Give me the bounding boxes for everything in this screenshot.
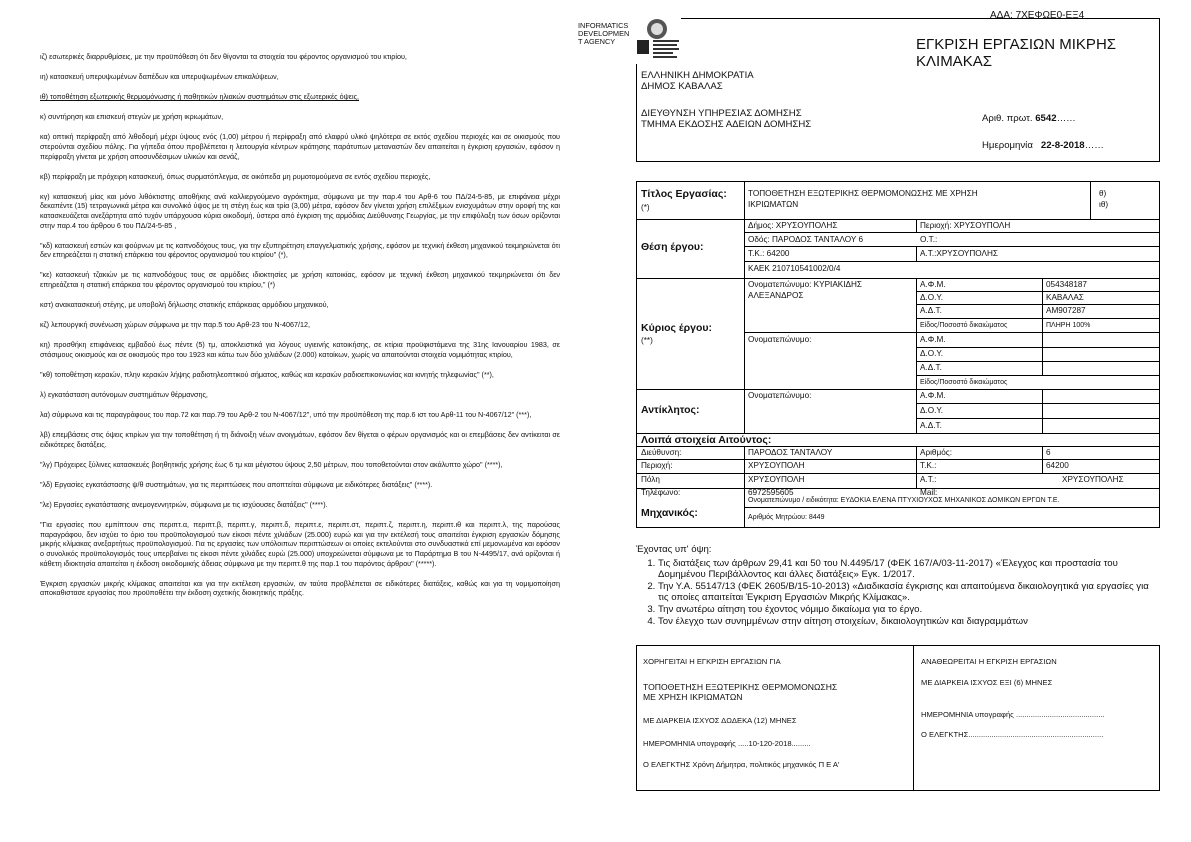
clause-kh: κη) προσθήκη επιφάνειας εμβαδού έως πέντε (5) τμ, αποκλειστικά για λόγους υγιεινής κατοικήσης, σε κτίρια προϋφιστάμενα της 31ης Ιανουαρίου 1983, σε στάσιμους οικισμούς και σε οικισμούς προ του 1923 και κάτω των δύο χιλιάδων (2.000) κατοίκων, χωρίς να απαιτούνται στοιχεία νομιμότητας κτιρίου, [40, 340, 560, 359]
protocol-number: Αριθ. πρωτ. 6542…… [982, 113, 1076, 124]
at-label: Α.Τ.: [920, 475, 937, 484]
agent-adt-label: Α.Δ.Τ. [920, 421, 942, 430]
city-value: ΧΡΥΣΟΥΠΟΛΗ [748, 475, 805, 484]
clause-kb: κβ) περίφραξη με πρόχειρη κατασκευή, όπως συρματόπλεγμα, σε οικόπεδα μη ρυμοτομούμενα σε εντός σχεδίου περιοχές, [40, 171, 431, 181]
owner1-share: ΠΛΗΡΗ 100% [1046, 322, 1091, 329]
clause-iz: ιζ) εσωτερικές διαρρυθμίσεις, με την προϋπόθεση ότι δεν θίγονται τα στοιχεία του φέροντος οργανισμού του κτιρίου, [40, 52, 407, 61]
revision-controller: Ο ΕΛΕΓΚΤΗΣ................................................................ [921, 730, 1104, 739]
postcode-value: 64200 [1046, 461, 1069, 470]
approval-controller: Ο ΕΛΕΓΚΤΗΣ Χρόνη Δήμητρα, πολιτικός μηχανικός Π Ε Α' [643, 760, 840, 769]
title-ref-2: ιθ) [1099, 200, 1109, 209]
clause-ka: κα) οπτική περίφραξη από λιθοδομή μέχρι ύψους ενός (1,00) μέτρου ή περίφραξη από ελαφρύ υλικό ψηλότερα σε εκτός σχεδίου περιοχές και σε οικισμούς που στερούνται σχεδίου πόλης. Για γήπεδα όπου προβλέπεται η λειτουργία κέντρων κράτησης παράτυπων μεταναστών δεν απαιτείται η έγκριση εργασιών, εφόσον η περίφραξη γίνεται με χρήση αποσυνδέσιμων υλικών και σενάζ, [40, 132, 560, 161]
clause-l: λ) εγκατάσταση αυτόνομων συστημάτων θέρμανσης, [40, 389, 208, 399]
number-label: Αριθμός: [920, 448, 952, 457]
phone-value: 6972595605 [748, 488, 794, 497]
at-value: ΧΡΥΣΟΥΠΟΛΗΣ [1062, 475, 1124, 484]
phone-label: Τηλέφωνο: [641, 488, 681, 497]
consideration-item: 2. Την Υ.Α. 55147/13 (ΦΕΚ 2605/Β/15-10-2013) «Διαδικασία έγκρισης και απαιτούμενα δικαιολογητικά για εργασίες για τις οποίες απαιτείται Έγκριση Εργασιών Μικρής Κλίμακας». [658, 581, 1156, 604]
clause-la: λα) σύμφωνα και τις παραγράφους του παρ.72 και παρ.79 του Αρθ-2 του Ν-4067/12", υπό την προϋπόθεση της παρ.6 ιστ του Αρθ-11 του Ν-4067/12" (***), [40, 410, 532, 420]
engineer-registry: Αριθμός Μητρώου: 8449 [748, 514, 825, 521]
work-title-line1: ΤΟΠΟΘΕΤΗΣΗ ΕΞΩΤΕΡΙΚΗΣ ΘΕΡΜΟΜΟΝΩΣΗΣ ΜΕ ΧΡΗΣΗ [748, 189, 978, 198]
agent-label: Αντίκλητος: [641, 404, 700, 416]
owner1-doy-label: Δ.Ο.Υ. [920, 293, 944, 302]
engineer-label: Μηχανικός: [641, 507, 698, 519]
clause-ld: "λδ) Εργασίες εγκατάστασης ψ/θ συστημάτων, για τις περιπτώσεις που αποπτείται σύμφωνα με ειδικότερες διατάξεις" (****). [40, 479, 433, 489]
clause-general: "Για εργασίες που εμπίπτουν στις περιπτ.α, περιπτ.β, περιπτ.γ, περιπτ.δ, περιπτ.ε, περιπτ.στ, περιπτ.ζ, περιπτ.η, περιπτ.ιθ και περιπτ.λ, της παρούσας παραγράφου, δεν ισχύει το όριο του προϋπολογισμού των είκοσι πέντε χιλιάδων (25.000) ευρώ και για την εκτέλεσή τους απαιτείται έγκριση εργασιών δόμησης μικρής κλίμακας ανεξαρτήτως προϋπολογισμού. Για τις εργασίες των υπόλοιπων περιπτώσεων οι οποίες εκτελούνται στο συνδυαστικά επί μεμονωμένα και εφόσον ο συνολικός προϋπολογισμός τους υπερβαίνει τις είκοσι πέντε χιλιάδες ευρώ (25.000) υποχρεώνεται σύμφωνα με το Παράρτημα Β του Ν-4495/17, ανά ορίζονται ή κάθετη ιδιοκτησία απαιτείται η έκδοση οικοδομικής άδειας σύμφωνα με την περιπτ.θ της παρ.1 του παρόντος άρθρου" (*****). [40, 520, 560, 568]
owner2-share-label: Είδος/Ποσοστό δικαιώματος [920, 379, 1008, 386]
approval-heading: ΧΟΡΗΓΕΙΤΑΙ Η ΕΓΚΡΙΣΗ ΕΡΓΑΣΙΩΝ ΓΙΑ [643, 657, 781, 666]
engineer-name: Ονοματεπώνυμο / ειδικότητα: ΕΥΔΟΚΙΑ ΕΛΕΝΑ ΠΤΥΧΙΟΥΧΟΣ ΜΗΧΑΝΙΚΟΣ ΔΟΜΙΚΩΝ ΕΡΓΩΝ Τ.Ε. [748, 497, 1060, 504]
revision-heading: ΑΝΑΘΕΩΡΕΙΤΑΙ Η ΕΓΚΡΙΣΗ ΕΡΓΑΣΙΩΝ [921, 657, 1057, 666]
ada-code: ΑΔΑ: 7ΧΕΦΩΕ0-ΕΞ4 [990, 10, 1085, 21]
owner2-doy-label: Δ.Ο.Υ. [920, 349, 944, 358]
owner1-doy: ΚΑΒΑΛΑΣ [1046, 293, 1084, 302]
location-ot: Ο.Τ.: [920, 235, 938, 244]
authority: ΕΛΛΗΝΙΚΗ ΔΗΜΟΚΡΑΤΙΑ ΔΗΜΟΣ ΚΑΒΑΛΑΣ [641, 70, 754, 93]
approval-duration: ΜΕ ΔΙΑΡΚΕΙΑ ΙΣΧΥΟΣ ΔΩΔΕΚΑ (12) ΜΗΝΕΣ [643, 716, 797, 725]
owner1-name-line2: ΑΛΕΞΑΝΔΡΟΣ [748, 291, 804, 300]
consideration-item: 1. Τις διατάξεις των άρθρων 29,41 και 50 του Ν.4495/17 (ΦΕΚ 167/Α/03-11-2017) «Έλεγχος και προστασία του Δομημένου Περιβάλλοντος και άλλες διατάξεις» Εγκ. 1/2017. [658, 558, 1156, 581]
agent-name-label: Ονοματεπώνυμο: [748, 391, 812, 400]
clause-ih: ιη) κατασκευή υπερυψωμένων δαπέδων και υπερυψωμένων επικαλύψεων, [40, 72, 279, 82]
clause-final: Έγκριση εργασιών μικρής κλίμακας απαιτείται και για την εκτέλεση εργασιών, αν ταύτα προβλέπεται σε ειδικότερες διατάξεις, καθώς και για τη νομιμοποίηση αποκαθιστασε εργασίας που προϋποθέτει την έκδοση σχετικής διοικητικής πράξης. [40, 578, 560, 598]
owner1-name: Ονοματεπώνυμο: ΚΥΡΙΑΚΙΔΗΣ [748, 280, 862, 289]
owner-label: Κύριος έργου: [641, 322, 712, 334]
owner2-name-label: Ονοματεπώνυμο: [748, 335, 812, 344]
consideration-item: 4. Τον έλεγχο των συνημμένων στην αίτηση στοιχείων, δικαιολογητικών και διαγραμμάτων [658, 616, 1156, 628]
area-label: Περιοχή: [641, 461, 673, 470]
number-value: 6 [1046, 448, 1051, 457]
other-details-label: Λοιπά στοιχεία Αιτούντος: [641, 434, 772, 446]
title-label: Τίτλος Εργασίας: [641, 188, 727, 200]
address-value: ΠΑΡΟΔΟΣ ΤΑΝΤΑΛΟΥ [748, 448, 833, 457]
clause-ith: ιθ) τοποθέτηση εξωτερικής θερμομόνωσης ή παθητικών ηλιακών συστημάτων στις εξωτερικές όψεις, [40, 92, 360, 102]
agent-doy-label: Δ.Ο.Υ. [920, 406, 944, 415]
service: ΔΙΕΥΘΥΝΣΗ ΥΠΗΡΕΣΙΑΣ ΔΟΜΗΣΗΣ ΤΜΗΜΑ ΕΚΔΟΣΗΣ ΑΔΕΙΩΝ ΔΟΜΗΣΗΣ [641, 108, 812, 131]
owner1-share-label: Είδος/Ποσοστό δικαιώματος [920, 322, 1008, 329]
document-title: ΕΓΚΡΙΣΗ ΕΡΓΑΣΙΩΝ ΜΙΚΡΗΣ ΚΛΙΜΑΚΑΣ [916, 36, 1117, 70]
city-label: Πόλη [641, 475, 660, 484]
area-value: ΧΡΥΣΟΥΠΟΛΗ [748, 461, 805, 470]
approval-box [636, 645, 1160, 791]
owner2-afm-label: Α.Φ.Μ. [920, 335, 946, 344]
revision-duration: ΜΕ ΔΙΑΡΚΕΙΑ ΙΣΧΥΟΣ ΕΞΙ (6) ΜΗΝΕΣ [921, 678, 1053, 687]
location-area: Περιοχή: ΧΡΥΣΟΥΠΟΛΗ [920, 221, 1011, 230]
clause-kst: κστ) ανακατασκευή στέγης, με υποβολή δήλωσης στατικής επάρκειας αρμόδιου μηχανικού, [40, 300, 329, 309]
considerations [636, 544, 1156, 627]
mail-label: Mail: [920, 488, 938, 497]
owner-note: (**) [641, 336, 653, 345]
revision-signed-date: ΗΜΕΡΟΜΗΝΙΑ υπογραφής .......................................... [921, 710, 1105, 719]
clause-le: "λε) Εργασίες εγκατάστασης ανεμογεννητριών, σύμφωνα με τις ισχύουσες διατάξεις" (****). [40, 500, 328, 510]
clause-kd: "κδ) κατασκευή εστιών και φούρνων με τις καπνοδόχους τους, για την εξυπηρέτηση επαγγελματικής χρήσης, εφόσον με τεχνική έκθεση μηχανικού τεκμηριώνεται ότι δεν επηρεάζεται η στατική επάρκεια του φέροντος οργανισμού του κτιρίου" (*), [40, 240, 560, 260]
application-table [636, 181, 1160, 528]
considerations-heading: Έχοντας υπ' όψη: [636, 544, 712, 555]
owner1-adt: ΑΜ907287 [1046, 306, 1086, 315]
clause-kg: κγ) κατασκευή μίας και μόνο λιθόκτιστης αποθήκης ανά καλλιεργούμενο αγρόκτημα, σύμφωνα με την παρ.4 του Αρθ-6 του ΠΔ/24-5-85, με επιφάνεια μέχρι δεκαπέντε (15) τετραγωνικά μέτρα και συνολικό ύψος με τη στέγη έως και τρία (3,00) μέτρα, εφόσον δεν γίνεται χρήση επιλέξιμων ενισχυμάτων στην οροφή της και κατασκευάζεται ανεξάρτητα από τυχόν υπάρχουσα κύρια οικοδομή, ύστερα από έγκριση της αρμόδιας Διεύθυνσης Γεωργίας, με την επιφύλαξη των όσων ορίζονται στην παρ.4 του άρθρου 6 του ΠΔ/24-5-85 , [40, 191, 560, 230]
clause-kz: κζ) λεπουργική συνένωση χώρων σύμφωνα με την παρ.5 του Αρθ-23 του Ν-4067/12, [40, 320, 310, 330]
agency-name: INFORMATICS DEVELOPMEN T AGENCY [578, 21, 630, 47]
postcode-label: Τ.Κ.: [920, 461, 937, 470]
address-label: Διεύθυνση: [641, 448, 682, 457]
issue-date: Ημερομηνία 22-8-2018…… [982, 140, 1104, 151]
work-title-line2: ΙΚΡΙΩΜΑΤΩΝ [748, 200, 799, 209]
clause-k: κ) συντήρηση και επισκευή στεγών με χρήση ικριωμάτων, [40, 112, 224, 122]
approved-work: ΤΟΠΟΘΕΤΗΣΗ ΕΞΩΤΕΡΙΚΗΣ ΘΕΡΜΟΜΟΝΩΣΗΣ ΜΕ ΧΡΗΣΗ ΙΚΡΙΩΜΑΤΩΝ [643, 682, 838, 702]
clause-lg: "λγ) Πρόχειρες ξύλινες κατασκευές βοηθητικής χρήσης έως 6 τμ και μέγιστου ύψους 2,50 μέτρων, που τοποθετούνται στον ακάλυπτο χώρο" (****), [40, 459, 503, 469]
location-kaek: ΚΑΕΚ 210710541002/0/4 [748, 264, 841, 273]
clause-lb: λβ) επεμβάσεις στις όψεις κτιρίων για την τοποθέτηση ή τη διάνοιξη νέων ανοιγμάτων, εφόσον δεν θίγεται ο φέρων οργανισμός και οι επεμβάσεις δεν αντίκειται σε ειδικότερες διατάξεις. [40, 430, 560, 449]
location-street: Οδός: ΠΑΡΟΔΟΣ ΤΑΝΤΑΛΟΥ 6 [748, 235, 864, 244]
owner1-afm: 054348187 [1046, 280, 1087, 289]
clause-ke: "κε) κατασκευή τζακιών με τις καπνοδόχους τους σε αρμόδιες ιδιοκτησίες με χρήση κατοικίας, εφόσον με τεχνική έκθεση μηχανικού τεκμηριώνεται ότι δεν επηρεάζεται η στατική επάρκεια του φέροντος οργανισμού του κτιρίου," (*) [40, 270, 560, 289]
location-at: Α.Τ.:ΧΡΥΣΟΥΠΟΛΗΣ [920, 249, 998, 258]
location-label: Θέση έργου: [641, 241, 704, 253]
emblem-logo [631, 14, 683, 66]
owner2-adt-label: Α.Δ.Τ. [920, 363, 942, 372]
approval-signed-date: ΗΜΕΡΟΜΗΝΙΑ υπογραφής .....10-120-2018......... [643, 739, 811, 748]
location-municipality: Δήμος: ΧΡΥΣΟΥΠΟΛΗΣ [748, 221, 838, 230]
title-ref-1: θ) [1099, 189, 1107, 198]
agent-afm-label: Α.Φ.Μ. [920, 391, 946, 400]
clause-kth: "κθ) τοποθέτηση κεραιών, πλην κεραιών λήψης ραδιοτηλεοπτικού σήματος, καθώς και κεραιών ραδιοεπικοινωνίας και κινητής τηλεφωνίας" (**), [40, 369, 494, 379]
owner1-adt-label: Α.Δ.Τ. [920, 306, 942, 315]
left-legal-text [40, 52, 560, 608]
owner1-afm-label: Α.Φ.Μ. [920, 280, 946, 289]
consideration-item: 3. Την ανωτέρω αίτηση του έχοντος νόμιμο δικαίωμα για το έργο. [658, 604, 1156, 616]
title-note: (*) [641, 203, 650, 212]
location-postcode: Τ.Κ.: 64200 [748, 249, 790, 258]
